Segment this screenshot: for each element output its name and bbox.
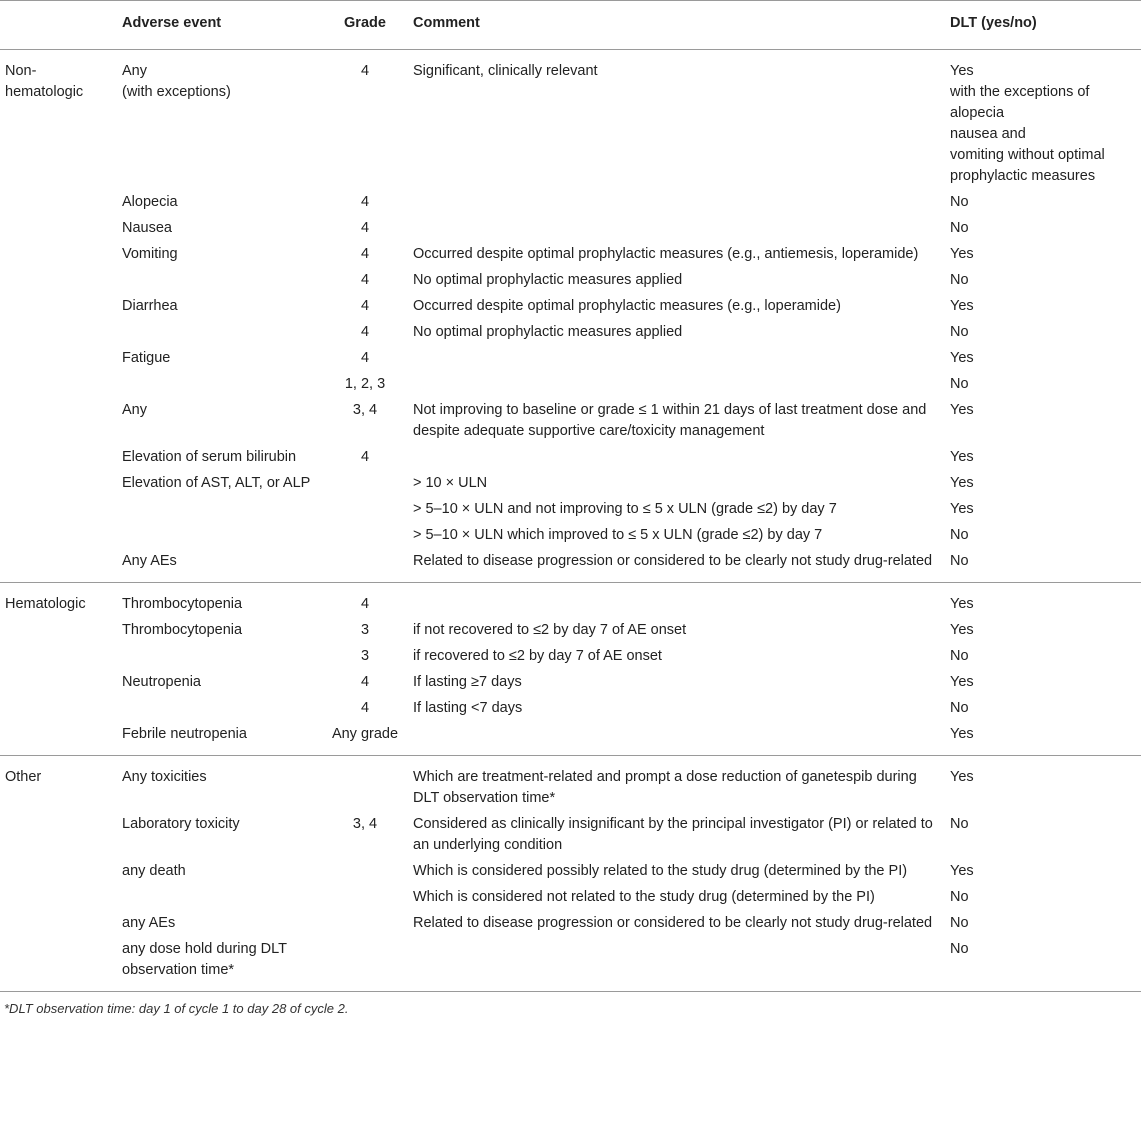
table-row — [0, 756, 1141, 813]
comment-cell: Which are treatment-related and prompt a dose reduction of ganetespib during DLT observation time* — [413, 769, 917, 806]
adverse-event-cell: Elevation of AST, ALT, or ALP — [122, 475, 311, 491]
grade-cell — [323, 756, 407, 813]
dlt-cell: No — [950, 376, 969, 392]
adverse-event-cell: Thrombocytopenia — [122, 622, 243, 638]
adverse-event-cell — [116, 372, 323, 398]
table-row — [0, 911, 1141, 937]
category-label-non-hematologic: Non-hematologic — [5, 63, 84, 100]
grade-cell: 1, 2, 3 — [344, 376, 386, 392]
adverse-event-cell: Thrombocytopenia — [122, 596, 243, 612]
adverse-event-cell: Vomiting — [122, 246, 178, 262]
table-row — [0, 471, 1141, 497]
header-category — [0, 1, 116, 50]
comment-cell — [407, 346, 944, 372]
adverse-event-cell — [116, 696, 323, 722]
adverse-event-cell — [116, 523, 323, 549]
grade-cell: 3, 4 — [352, 816, 378, 832]
adverse-event-cell — [116, 497, 323, 523]
comment-cell: Which is considered not related to the study drug (determined by the PI) — [413, 889, 875, 905]
adverse-event-cell: any dose hold during DLT observation time* — [116, 937, 323, 992]
table-row — [0, 268, 1141, 294]
table-row — [0, 445, 1141, 471]
dlt-cell: No — [950, 648, 969, 664]
comment-cell: Related to disease progression or considered to be clearly not study drug-related — [413, 915, 933, 931]
comment-cell — [407, 216, 944, 242]
grade-cell: 3, 4 — [352, 402, 378, 418]
dlt-cell: Yes — [950, 449, 974, 465]
dlt-cell: Yes — [950, 501, 974, 517]
dlt-cell: No — [950, 915, 969, 931]
category-cell-empty — [0, 190, 116, 216]
adverse-event-cell: Alopecia — [122, 194, 178, 210]
table-body — [0, 50, 1141, 992]
comment-cell: Significant, clinically relevant — [413, 63, 598, 79]
category-cell-empty — [0, 859, 116, 885]
category-cell-empty — [0, 618, 116, 644]
comment-cell: > 5–10 × ULN which improved to ≤ 5 x ULN (grade ≤2) by day 7 — [413, 527, 823, 543]
adverse-event-cell — [116, 644, 323, 670]
comment-cell — [407, 445, 944, 471]
dlt-cell: No — [950, 889, 969, 905]
grade-cell — [323, 859, 407, 885]
category-cell-empty — [0, 320, 116, 346]
grade-cell — [323, 549, 407, 583]
dlt-cell: No — [950, 194, 969, 210]
table-row — [0, 696, 1141, 722]
comment-cell: If lasting <7 days — [413, 700, 523, 716]
adverse-event-cell: Neutropenia — [122, 674, 201, 690]
adverse-event-cell — [116, 268, 323, 294]
category-cell-empty — [0, 722, 116, 756]
grade-cell: 4 — [360, 324, 370, 340]
comment-cell — [407, 372, 944, 398]
comment-cell — [407, 583, 944, 619]
comment-cell: if not recovered to ≤2 by day 7 of AE onset — [413, 622, 687, 638]
table-row — [0, 497, 1141, 523]
dlt-cell: Yes — [950, 298, 974, 314]
category-cell-empty — [0, 268, 116, 294]
category-cell-empty — [0, 812, 116, 859]
category-cell-empty — [0, 216, 116, 242]
comment-cell: If lasting ≥7 days — [413, 674, 522, 690]
table-row — [0, 722, 1141, 756]
dlt-cell: No — [944, 549, 1141, 583]
adverse-event-cell: Fatigue — [122, 350, 171, 366]
category-cell-empty — [0, 372, 116, 398]
table-row — [0, 294, 1141, 320]
dlt-cell: Yes — [950, 622, 974, 638]
header-row — [0, 1, 1141, 50]
table-row — [0, 50, 1141, 191]
table-row — [0, 644, 1141, 670]
grade-cell: Any grade — [323, 722, 407, 756]
adverse-event-cell: Any toxicities — [122, 769, 207, 785]
comment-cell: if recovered to ≤2 by day 7 of AE onset — [413, 648, 662, 664]
adverse-event-cell — [116, 885, 323, 911]
table-row — [0, 583, 1141, 619]
adverse-event-cell — [116, 320, 323, 346]
category-cell-empty — [0, 911, 116, 937]
dlt-cell: No — [950, 700, 969, 716]
table-row — [0, 670, 1141, 696]
dlt-cell: Yes — [950, 596, 974, 612]
dlt-cell: Yes — [950, 769, 974, 785]
adverse-event-cell: Elevation of serum bilirubin — [122, 449, 297, 465]
dlt-cell: No — [950, 272, 969, 288]
table-row — [0, 372, 1141, 398]
category-cell-empty — [0, 937, 116, 992]
comment-cell — [407, 190, 944, 216]
grade-cell — [323, 937, 407, 992]
comment-cell: Considered as clinically insignificant by the principal investigator (PI) or related to an underlying condition — [413, 816, 933, 853]
grade-cell — [323, 471, 407, 497]
header-comment: Comment — [407, 1, 944, 50]
comment-cell: No optimal prophylactic measures applied — [413, 272, 683, 288]
category-cell-empty — [0, 523, 116, 549]
comment-cell: > 5–10 × ULN and not improving to ≤ 5 x ULN (grade ≤2) by day 7 — [413, 501, 837, 517]
category-cell-empty — [0, 471, 116, 497]
dlt-cell: Yes — [950, 246, 974, 262]
table-row — [0, 549, 1141, 583]
adverse-event-cell: Nausea — [122, 220, 172, 236]
table-row — [0, 242, 1141, 268]
header-dlt: DLT (yes/no) — [944, 1, 1141, 50]
grade-cell: 4 — [360, 298, 370, 314]
grade-cell: 4 — [360, 674, 370, 690]
comment-cell: Occurred despite optimal prophylactic measures (e.g., loperamide) — [413, 298, 841, 314]
comment-cell — [407, 937, 944, 992]
comment-cell: > 10 × ULN — [413, 475, 488, 491]
category-cell-empty — [0, 696, 116, 722]
comment-cell: Occurred despite optimal prophylactic measures (e.g., antiemesis, loperamide) — [413, 246, 919, 262]
grade-cell: 4 — [360, 700, 370, 716]
grade-cell: 4 — [360, 194, 370, 210]
table-footnote: *DLT observation time: day 1 of cycle 1 to day 28 of cycle 2. — [4, 1001, 349, 1016]
header-grade: Grade — [323, 1, 407, 50]
grade-cell — [323, 497, 407, 523]
adverse-event-cell: any AEs — [122, 915, 176, 931]
category-cell-empty — [0, 670, 116, 696]
dlt-cell: No — [950, 527, 969, 543]
category-cell-empty — [0, 644, 116, 670]
category-cell-empty — [0, 346, 116, 372]
dlt-cell: No — [950, 816, 969, 832]
grade-cell: 4 — [360, 220, 370, 236]
grade-cell: 4 — [360, 63, 370, 79]
grade-cell: 4 — [360, 350, 370, 366]
table-row — [0, 320, 1141, 346]
grade-cell: 3 — [360, 648, 370, 664]
grade-cell — [323, 885, 407, 911]
grade-cell: 4 — [360, 246, 370, 262]
dlt-cell: Yes — [950, 674, 974, 690]
category-label-hematologic: Hematologic — [5, 596, 86, 612]
table-row — [0, 812, 1141, 859]
grade-cell: 4 — [360, 596, 370, 612]
grade-cell: 4 — [360, 272, 370, 288]
dlt-cell: Yes — [944, 722, 1141, 756]
dlt-cell: Yes — [950, 475, 974, 491]
comment-cell: Which is considered possibly related to the study drug (determined by the PI) — [413, 863, 908, 879]
dlt-cell: No — [944, 937, 1141, 992]
table-row — [0, 346, 1141, 372]
table-row — [0, 216, 1141, 242]
adverse-event-cell: Any (with exceptions) — [122, 63, 231, 100]
table-row — [0, 190, 1141, 216]
category-cell-empty — [0, 497, 116, 523]
table-row — [0, 859, 1141, 885]
table-row — [0, 398, 1141, 445]
category-cell-empty — [0, 549, 116, 583]
table-row — [0, 523, 1141, 549]
table-header — [0, 1, 1141, 50]
table-row — [0, 618, 1141, 644]
dlt-cell: No — [950, 324, 969, 340]
adverse-event-cell: Febrile neutropenia — [116, 722, 323, 756]
table-row — [0, 885, 1141, 911]
category-cell-empty — [0, 294, 116, 320]
header-adverse-event: Adverse event — [116, 1, 323, 50]
adverse-event-cell: Laboratory toxicity — [122, 816, 240, 832]
comment-cell: Related to disease progression or considered to be clearly not study drug-related — [407, 549, 944, 583]
grade-cell — [323, 523, 407, 549]
dlt-cell: Yes — [950, 863, 974, 879]
dlt-cell: No — [950, 220, 969, 236]
category-cell-empty — [0, 398, 116, 445]
dlt-cell: Yes — [950, 350, 974, 366]
category-label-other: Other — [5, 769, 42, 785]
category-cell-empty — [0, 885, 116, 911]
dlt-cell: Yes with the exceptions of alopecia nausea and vomiting without optimal prophylactic measures — [950, 63, 1105, 184]
comment-cell: Not improving to baseline or grade ≤ 1 within 21 days of last treatment dose and despite adequate supportive care/toxicity management — [413, 402, 927, 439]
grade-cell: 4 — [360, 449, 370, 465]
table-row — [0, 937, 1141, 992]
category-cell-empty — [0, 445, 116, 471]
adverse-event-cell: any death — [122, 863, 186, 879]
category-cell-empty — [0, 242, 116, 268]
dlt-cell: Yes — [950, 402, 974, 418]
grade-cell: 3 — [360, 622, 370, 638]
comment-cell — [407, 722, 944, 756]
adverse-event-cell: Any AEs — [116, 549, 323, 583]
grade-cell — [323, 911, 407, 937]
adverse-event-cell: Diarrhea — [122, 298, 178, 314]
comment-cell: No optimal prophylactic measures applied — [413, 324, 683, 340]
adverse-event-cell: Any — [122, 402, 147, 418]
